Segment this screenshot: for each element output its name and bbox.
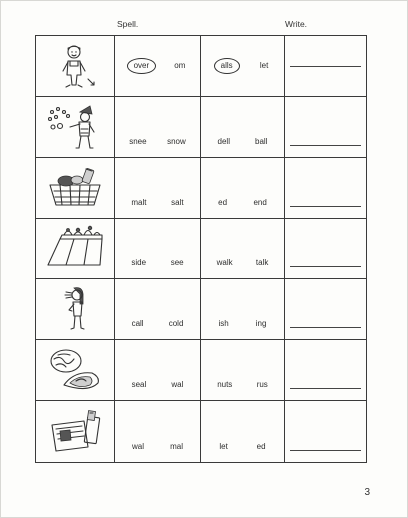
write-cell[interactable] — [285, 219, 366, 280]
spell-cell-2 — [201, 401, 285, 462]
wallet-icon — [44, 407, 106, 457]
girl-calling-out-icon — [44, 284, 106, 334]
spell-cell-1 — [115, 279, 201, 340]
word-option[interactable]: wal — [132, 442, 145, 451]
word-option[interactable]: mal — [170, 442, 183, 451]
page-number: 3 — [364, 487, 370, 498]
spell-cell-2 — [201, 219, 285, 280]
spell-cell-2 — [201, 340, 285, 401]
write-line[interactable] — [290, 327, 361, 328]
write-cell[interactable] — [285, 97, 366, 158]
write-cell[interactable] — [285, 158, 366, 219]
spell-cell-1 — [115, 340, 201, 401]
word-option[interactable]: ed — [256, 442, 266, 451]
word-option[interactable]: dell — [217, 136, 230, 146]
write-line[interactable] — [290, 450, 361, 451]
word-option[interactable]: snow — [167, 136, 186, 146]
picture-cell — [36, 279, 115, 340]
word-option[interactable]: cold — [168, 319, 184, 329]
write-line[interactable] — [290, 145, 361, 146]
word-option[interactable]: walk — [216, 258, 233, 268]
picture-cell — [36, 97, 115, 158]
word-option[interactable]: ball — [255, 136, 268, 146]
spell-cell-2 — [201, 36, 285, 97]
word-option[interactable]: salt — [171, 197, 184, 207]
write-line[interactable] — [290, 388, 361, 389]
word-option[interactable]: malt — [131, 197, 147, 207]
spell-cell-1 — [115, 36, 201, 97]
word-option[interactable]: side — [131, 258, 147, 268]
boy-throwing-snowballs-icon — [44, 102, 106, 152]
picture-cell — [36, 340, 115, 401]
picture-cell — [36, 36, 115, 97]
word-option[interactable]: wal — [171, 380, 184, 390]
spell-cell-1 — [115, 401, 201, 462]
word-option[interactable]: let — [219, 442, 228, 451]
picture-cell — [36, 158, 115, 219]
write-cell[interactable] — [285, 36, 366, 97]
word-option[interactable]: seal — [131, 380, 147, 390]
word-option[interactable]: see — [170, 258, 184, 268]
spell-heading: Spell. — [117, 19, 139, 29]
write-cell[interactable] — [285, 401, 366, 462]
write-cell[interactable] — [285, 279, 366, 340]
write-cell[interactable] — [285, 340, 366, 401]
picture-cell — [36, 401, 115, 462]
basket-with-salt-shaker-icon — [44, 163, 106, 213]
boy-with-overalls-icon — [44, 41, 106, 91]
walnuts-icon — [44, 345, 106, 395]
word-option[interactable]: rus — [256, 380, 268, 390]
write-line[interactable] — [290, 206, 361, 207]
spell-cell-2 — [201, 279, 285, 340]
word-option[interactable]: call — [131, 319, 144, 329]
write-line[interactable] — [290, 266, 361, 267]
spell-cell-1 — [115, 158, 201, 219]
spell-cell-1 — [115, 219, 201, 280]
word-option[interactable]: ish — [218, 319, 229, 329]
word-option[interactable]: ing — [255, 319, 267, 329]
word-option[interactable]: let — [259, 60, 269, 70]
word-option[interactable]: om — [174, 60, 186, 70]
spell-cell-2 — [201, 97, 285, 158]
write-line[interactable] — [290, 66, 361, 67]
word-option[interactable]: end — [253, 197, 267, 207]
picture-cell — [36, 219, 115, 280]
word-option[interactable]: ed — [218, 197, 228, 207]
spell-cell-1 — [115, 97, 201, 158]
word-option[interactable]: snee — [129, 136, 147, 146]
word-option[interactable]: alls — [214, 58, 240, 74]
word-option[interactable]: talk — [255, 258, 269, 268]
sidewalk-icon — [44, 223, 106, 273]
word-option[interactable]: nuts — [217, 380, 233, 390]
word-option[interactable]: over — [127, 58, 157, 74]
write-heading: Write. — [285, 19, 308, 29]
spelling-table — [35, 35, 367, 463]
spell-cell-2 — [201, 158, 285, 219]
